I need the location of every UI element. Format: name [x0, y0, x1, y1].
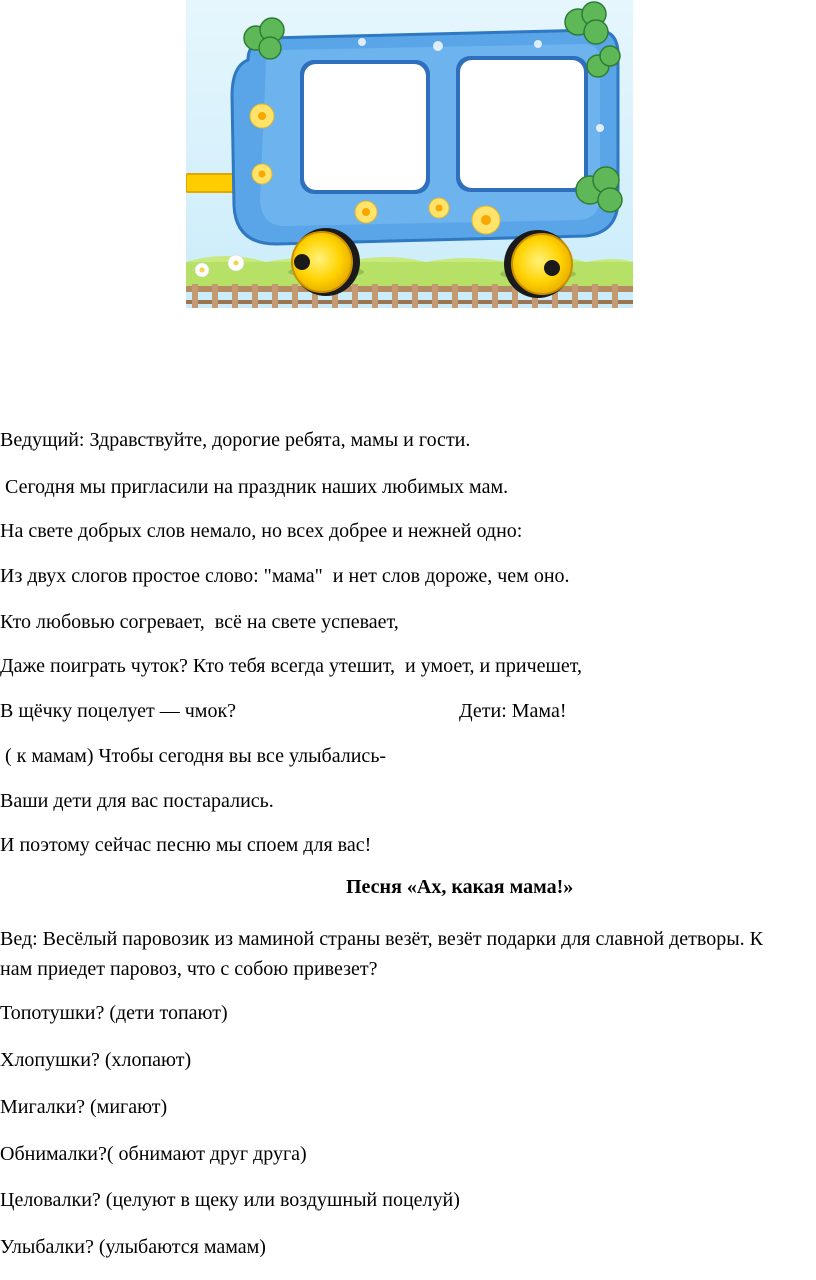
list-item: Топотушки? (дети топают)	[0, 1002, 228, 1024]
text-line: Из двух слогов простое слово: "мама" и нет слов дороже, чем оно.	[0, 565, 570, 587]
text-line: ( к мамам) Чтобы сегодня вы все улыбались-	[0, 745, 387, 767]
list-item: Хлопушки? (хлопают)	[0, 1049, 192, 1071]
text-line: Кто любовью согревает, всё на свете успевает,	[0, 611, 399, 633]
text-line: И поэтому сейчас песню мы споем для вас!	[0, 834, 372, 856]
text-line: На свете добрых слов немало, но всех добрее и нежней одно:	[0, 520, 523, 542]
list-item: Мигалки? (мигают)	[0, 1096, 168, 1118]
text-line: Сегодня мы пригласили на праздник наших любимых мам.	[0, 476, 509, 498]
text-line: Ваши дети для вас постарались.	[0, 790, 274, 812]
children-reply: Дети: Мама!	[459, 700, 567, 722]
ved-paragraph: Вед: Весёлый паровозик из маминой страны везёт, везёт подарки для славной детворы. К нам приедет паровоз, что с собою привезет?	[0, 928, 763, 980]
text-line: В щёчку поцелует — чмок?	[0, 700, 237, 722]
text-line: Даже поиграть чуток? Кто тебя всегда утешит, и умоет, и причешет,	[0, 655, 583, 677]
wheel-icon	[504, 230, 572, 298]
song-title: Песня «Ах, какая мама!»	[346, 876, 574, 898]
list-item: Обнималки?( обнимают друг друга)	[0, 1143, 307, 1165]
list-item: Улыбалки? (улыбаются мамам)	[0, 1236, 266, 1258]
list-item: Целовалки? (целуют в щеку или воздушный поцелуй)	[0, 1189, 460, 1211]
text-line: Ведущий: Здравствуйте, дорогие ребята, мамы и гости.	[0, 429, 471, 451]
wheel-icon	[292, 228, 360, 296]
train-wagon-illustration	[186, 0, 633, 316]
